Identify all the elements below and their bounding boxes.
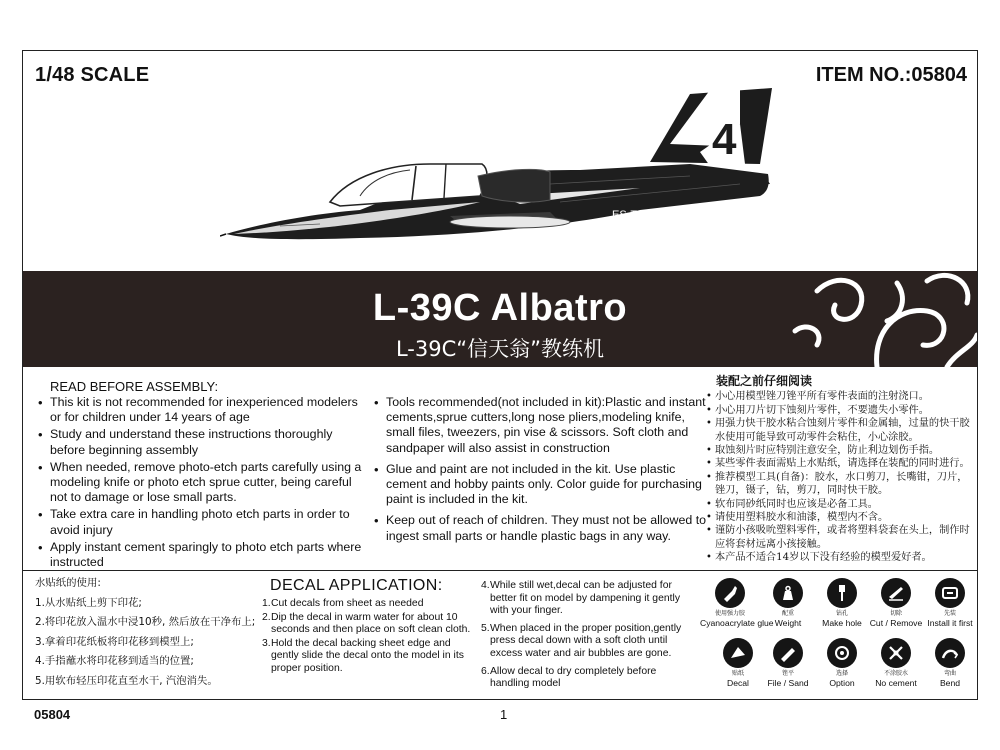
step-text: Dip the decal in warm water for about 10 seconds and then place on soft clean cloth. <box>271 611 471 636</box>
legend-en-label: Make hole <box>822 618 862 628</box>
legend-no-cement <box>866 638 926 688</box>
bend-icon <box>935 638 965 668</box>
weight-icon <box>773 578 803 608</box>
list-item: • 小心用模型锉刀锉平所有零件表面的注射浇口。 <box>704 390 974 403</box>
list-item: • 用强力快干胶水粘合蚀刻片零件和金属轴，过量的快干胶水使用可能导致可动零件会粘住，小心涂胶。 <box>704 417 974 444</box>
kit-title: L-39C Albatro <box>372 287 628 329</box>
footer-item-code: 05804 <box>34 707 71 722</box>
legend-en-label: Bend <box>939 678 961 688</box>
list-item <box>481 580 696 618</box>
list-item: 4.手指蘸水将印花移到适当的位置; <box>35 655 194 668</box>
list-item: • 小心用刀片切下蚀刻片零件，不要遗失小零件。 <box>704 404 974 417</box>
title-banner <box>23 271 977 367</box>
list-item: • Glue and paint are not included in the kit. Use plastic cement and hobby paints only. Color guide for purchasing paint is included in the kit. <box>372 462 707 508</box>
step-number: 5. <box>481 622 490 634</box>
step-text: Hold the decal backing sheet edge and gently slide the decal onto the model in its proper position. <box>271 637 464 674</box>
tail-code: 4 <box>712 115 737 164</box>
legend-cn-label: 贴纸 <box>731 670 744 677</box>
step-text: When placed in the proper position,gently press decal down with a soft cloth until excess water and air bubbles are gone. <box>490 622 682 659</box>
list-item <box>262 612 477 637</box>
step-number: 3. <box>262 637 271 649</box>
step-text: Allow decal to dry completely before handling model <box>490 665 657 690</box>
list-item: • 请使用塑料胶水和油漆，模型内不含。 <box>704 511 974 524</box>
list-item <box>262 598 477 611</box>
list-item: • 谨防小孩吸吮塑料零件，或者将塑料袋套在头上，制作时应将套材远离小孩接触。 <box>704 524 974 551</box>
legend-en-label: Weight <box>774 618 802 628</box>
drill-icon <box>827 578 857 608</box>
step-number: 1. <box>262 598 271 609</box>
legend-bend <box>920 638 980 688</box>
kit-subtitle-cn: L-39C“信天翁”教练机 <box>395 337 605 361</box>
decal-steps-1-3 <box>262 598 477 677</box>
list-item: • Keep out of reach of children. They must not be allowed to ingest small parts or handle plastic bags in any way. <box>372 513 707 543</box>
legend-glue <box>700 578 774 628</box>
legend-en-label: No cement <box>875 678 917 688</box>
read-before-title: READ BEFORE ASSEMBLY: <box>50 379 219 394</box>
registration-marking: ES-TLG <box>612 209 652 221</box>
legend-cn-label: 不涂胶水 <box>883 670 908 677</box>
step-text: Cut decals from sheet as needed <box>271 598 424 609</box>
legend-weight <box>758 578 818 628</box>
decal-steps-4-6 <box>481 580 696 696</box>
list-item <box>481 666 696 691</box>
legend-cn-label: 锉平 <box>781 670 794 677</box>
list-item: • 某些零件表面需贴上水贴纸，请选择在装配的同时进行。 <box>704 457 974 470</box>
legend-en-label: File / Sand <box>767 678 809 688</box>
legend-file-sand <box>758 638 818 688</box>
legend-cn-label: 配重 <box>781 610 794 617</box>
install-first-icon <box>935 578 965 608</box>
list-item: 1.从水贴纸上剪下印花; <box>35 596 142 609</box>
list-item: • 软布同砂纸同时也应该是必备工具。 <box>704 498 974 511</box>
list-item: • 本产品不适合14岁以下没有经验的模型爱好者。 <box>704 551 974 564</box>
legend-drill <box>812 578 872 628</box>
list-item <box>262 638 477 676</box>
list-item: • This kit is not recommended for inexperienced modelers or for children under 14 years of age <box>36 395 366 425</box>
step-number: 4. <box>481 580 490 591</box>
scale-label: 1/48 SCALE <box>35 64 150 86</box>
legend-en-label: Option <box>829 678 855 688</box>
list-item: 2.将印花放入温水中浸10秒, 然后放在干净布上; <box>35 616 256 629</box>
legend-cut <box>866 578 926 628</box>
list-item: 5.用软布轻压印花直至水干, 汽泡消失。 <box>35 674 218 687</box>
step-number: 6. <box>481 665 490 677</box>
section-divider <box>23 570 977 571</box>
decal-cn-title: 水贴纸的使用: <box>35 577 101 589</box>
legend-en-label: Cyanoacrylate glue <box>700 618 774 628</box>
step-text: While still wet,decal can be adjusted for better fit on model by dampening it gently with your finger. <box>490 580 681 617</box>
legend-en-label: Cut / Remove <box>869 618 923 628</box>
list-item: • Apply instant cement sparingly to photo etch parts where instructed <box>36 540 366 570</box>
assembly-notes-col2 <box>372 395 707 546</box>
item-number: ITEM NO.:05804 <box>815 64 967 86</box>
cn-notes-title: 装配之前仔细阅读 <box>716 374 813 388</box>
cut-icon <box>881 578 911 608</box>
aircraft-illustration <box>220 84 780 264</box>
legend-en-label: Decal <box>727 678 749 688</box>
legend-cn-label: 选择 <box>835 670 848 677</box>
legend-cn-label: 钻孔 <box>835 610 848 617</box>
legend-install-first <box>920 578 980 628</box>
glue-tube-icon <box>715 578 745 608</box>
legend-option <box>812 638 872 688</box>
list-item <box>481 623 696 661</box>
legend-cn-label: 先装 <box>943 610 956 617</box>
list-item: • 推荐模型工具(自备)：胶水，水口剪刀，长嘴钳，刀片，锉刀，镊子，钻，剪刀，同时快干胶。 <box>704 471 974 498</box>
list-item: • Take extra care in handling photo etch parts in order to avoid injury <box>36 507 366 537</box>
legend-cn-label: 使用强力胶 <box>714 610 745 617</box>
list-item: • Tools recommended(not included in kit):Plastic and instant cements,sprue cutters,long nose pliers,modeling knife, small files, tweezers, pin vise & scissors. Soft cloth and sandpaper will also assist in construction <box>372 395 707 456</box>
step-number: 2. <box>262 611 271 623</box>
decal-icon <box>723 638 753 668</box>
no-cement-icon <box>881 638 911 668</box>
legend-en-label: Install it first <box>927 618 973 628</box>
assembly-notes-col1 <box>36 395 366 572</box>
list-item: • When needed, remove photo-etch parts carefully using a modeling knife or photo etch sprue cutter, being careful not to damage or lose small parts. <box>36 460 366 506</box>
page-number: 1 <box>500 707 508 722</box>
decal-application-title: DECAL APPLICATION: <box>270 577 443 594</box>
list-item: • Study and understand these instructions thoroughly before beginning assembly <box>36 427 366 457</box>
file-sand-icon <box>773 638 803 668</box>
decal-instructions-cn <box>35 574 255 692</box>
assembly-notes-cn <box>704 375 974 565</box>
list-item: • 取蚀刻片时应特别注意安全，防止利边划伤手指。 <box>704 444 974 457</box>
list-item: 3.拿着印花纸板将印花移到模型上; <box>35 635 194 648</box>
option-icon <box>827 638 857 668</box>
ornament-decoration <box>777 271 977 367</box>
legend-cn-label: 弯曲 <box>943 670 956 677</box>
legend-cn-label: 切除 <box>889 610 902 617</box>
